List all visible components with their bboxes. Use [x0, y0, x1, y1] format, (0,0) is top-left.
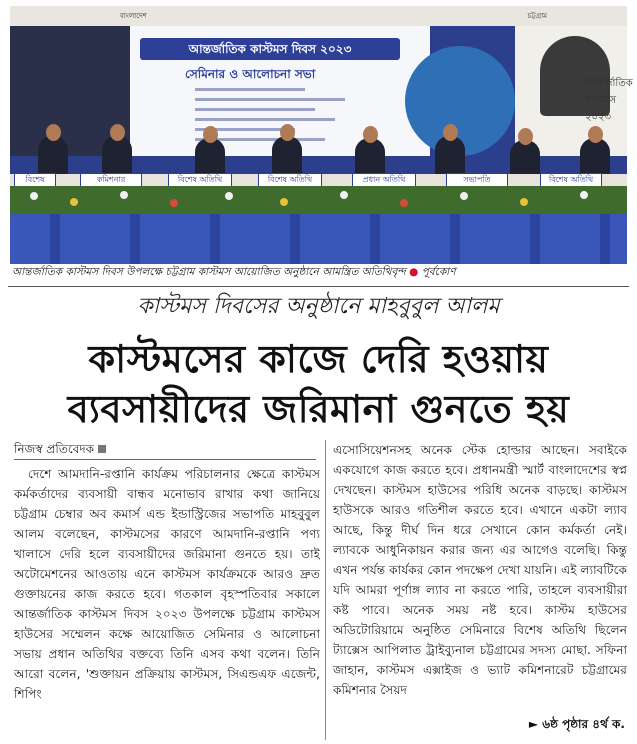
- nameplate: প্রধান অতিথি: [352, 173, 416, 187]
- flower: [30, 192, 38, 200]
- photo-top-right-text: চট্টগ্রাম: [527, 12, 547, 20]
- headline-line-2: ব্যবসায়ীদের জরিমানা গুনতে হয়: [67, 387, 570, 431]
- nameplate: কমিশনার: [80, 173, 142, 187]
- photo-caption: [12, 265, 626, 282]
- flower-arrangement: [10, 186, 627, 214]
- article-column-2: এসোসিয়েশনসহ অনেক স্টেক হোল্ডার আছেন। সবাইকে একযোগে কাজ করতে হবে। প্রধানমন্ত্রী স্মার্ট বাংলাদেশের স্বপ্ন দেখছেন। কাস্টমস হাউসের পরিধি অনেক বাড়ছে। কাস্টমস হাউসকে আরও গতিশীল করতে হবে। এখানে একটা ল্যাব আছে, কিন্তু দীর্ঘ দিন ধরে সেখানে কোন কর্মকর্তা নেই। ল্যাবকে আধুনিকায়ন করার জন্য এর আগেও বলেছি। কিন্তু এখন পর্যন্ত কার্যকর কোন পদক্ষেপ দেখা যায়নি। এই ল্যাবটিকে যদি আমরা পূর্ণাঙ্গ ল্যাব না করতে পারি, তাহলে ব্যবসায়ীরা কষ্ট পাবে। অনেক সময় নষ্ট হবে। কাস্টম হাউসের অডিটোরিয়ামে অনুষ্ঠিত সেমিনারে বিশেষ অতিথি ছিলেন ট্যাক্সেস আপিলাত ট্রাইব্যুনাল চট্টগ্রামের সদস্য মোছা. সফিনা জাহান, কাস্টমস এক্সাইজ ও ভ্যাট কমিশনারেট চট্টগ্রামের কমিশনার সৈয়দ: [333, 443, 627, 697]
- banner-text-line: [195, 118, 335, 121]
- skirt-fold: [450, 214, 460, 264]
- continued-reference: [529, 716, 625, 736]
- headline-line-1: কাস্টমসের কাজে দেরি হওয়ায়: [88, 337, 549, 381]
- photo-right-text: আন্তর্জাতিক কাস্টমস ২০২৩: [585, 78, 633, 123]
- guest-head: [110, 124, 125, 141]
- caption-credit: পূর্বকোণ: [421, 266, 456, 278]
- kicker-headline: কাস্টমস দিবসের অনুষ্ঠানে মাহবুবুল আলম: [137, 294, 500, 319]
- news-photo: [10, 6, 633, 264]
- nameplate: বিশেষ: [14, 173, 56, 187]
- continued-arrow-icon: ►: [528, 717, 539, 731]
- flower: [120, 191, 128, 199]
- flower: [170, 199, 178, 207]
- nameplate: বিশেষ অতিথি: [168, 173, 232, 187]
- banner-text-line: [195, 98, 345, 101]
- guest-head: [518, 128, 533, 145]
- photo-top-left-text: বাংলাদেশ: [120, 12, 147, 20]
- event-banner-subtitle: সেমিনার ও আলোচনা সভা: [185, 67, 316, 81]
- flower: [400, 199, 408, 207]
- byline-text: নিজস্ব প্রতিবেদক: [14, 442, 95, 456]
- guest-head: [46, 124, 61, 141]
- flower: [340, 191, 348, 199]
- banner-text-line: [195, 88, 305, 91]
- nameplate: সভাপতি: [446, 173, 508, 187]
- skirt-fold: [210, 214, 220, 264]
- article-column-1: দেশে আমদানি-রপ্তানি কার্যক্রম পরিচালনার ক্ষেত্রে কাস্টমস কর্মকর্তাদের ব্যবসায়ী বান্ধব মনোভাব রাখার কথা জানিয়ে চট্টগ্রাম চেম্বার অব কমার্স এন্ড ইন্ডাস্ট্রিজের সভাপতি মাহবুবুল আলম বলেছেন, কাস্টমসের কারণে আমদানি-রপ্তানি পণ্য খালাসে দেরি হলে ব্যবসায়ীদের জরিমানা গুনতে হয়। তাই অটোমেশনের আওতায় এনে কাস্টমস কার্যক্রমকে আরও দ্রুত গুক্তায়নের কাজ করতে হবে। গতকাল বৃহস্পতিবার সকালে আন্তর্জাতিক কাস্টমস দিবস ২০২৩ উপলক্ষে চট্টগ্রাম কাস্টমস হাউসের সম্মেলন কক্ষে আয়োজিত সেমিনার ও আলোচনা সভায় প্রধান অতিথির বক্তব্যে তিনি এসব কথা বলেন। তিনি আরো বলেন, 'শুক্তায়ন প্রক্রিয়ায় কাস্টমস, সিএন্ডএফ এজেন্ট, শিপিং: [14, 467, 320, 701]
- banner-text-line: [195, 108, 315, 111]
- column-divider: [325, 440, 326, 740]
- guest-head: [443, 124, 458, 141]
- byline: [14, 441, 106, 461]
- guest-head: [280, 124, 295, 141]
- caption-text: আন্তর্জাতিক কাস্টমস দিবস উপলক্ষে চট্টগ্রাম কাস্টমস আয়োজিত অনুষ্ঠানে আমন্ত্রিত অতিথিবৃন্দ: [12, 266, 406, 278]
- skirt-fold: [290, 214, 300, 264]
- guest-head: [363, 126, 378, 143]
- nameplate: বিশেষ অতিথি: [540, 173, 602, 187]
- guest-head: [588, 126, 603, 143]
- guest-head: [203, 126, 218, 143]
- flower: [520, 198, 528, 206]
- skirt-fold: [370, 214, 380, 264]
- event-banner-title: আন্তর্জাতিক কাস্টমস দিবস ২০২৩: [140, 38, 400, 60]
- flower: [280, 198, 288, 206]
- flower: [580, 191, 588, 199]
- skirt-fold: [600, 214, 610, 264]
- flower: [225, 192, 233, 200]
- divider: [8, 286, 629, 287]
- skirt-fold: [530, 214, 540, 264]
- byline-divider: [14, 459, 316, 460]
- skirt-fold: [130, 214, 140, 264]
- byline-square-icon: [98, 445, 106, 453]
- nameplate: বিশেষ অতিথি: [258, 173, 322, 187]
- continued-text: ৬ষ্ঠ পৃষ্ঠার ৪র্থ ক.: [542, 717, 625, 731]
- flower: [460, 192, 468, 200]
- flower: [70, 198, 78, 206]
- caption-dot-icon: ●: [409, 266, 419, 278]
- skirt-fold: [50, 214, 60, 264]
